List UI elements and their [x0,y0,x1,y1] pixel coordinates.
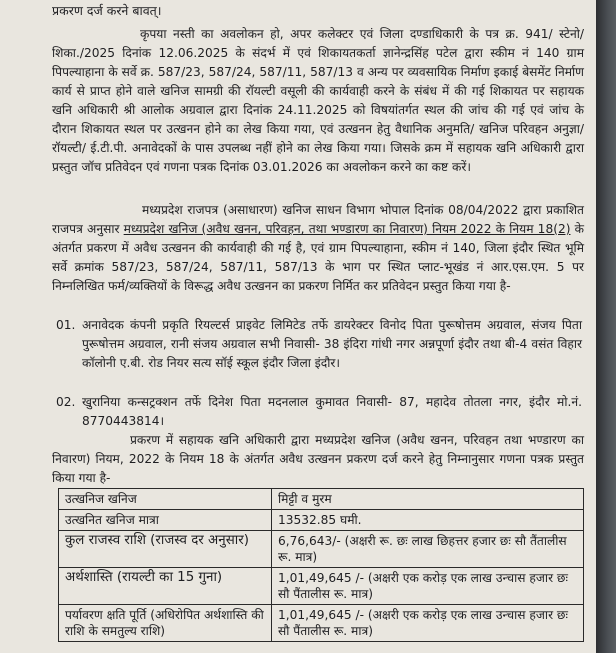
table-row [59,489,584,510]
respondent-number: 02. [56,395,76,409]
respondent-number: 01. [56,318,76,332]
table-cell-value: 6,76,643/- (अक्षरी रू. छः लाख छिहत्तर हजार छः सौ तैंतालीस रू. मात्र) [272,531,584,568]
table-cell-value: मिट्टी व मुरम [272,489,584,510]
table-cell-value: 1,01,49,645 /- (अक्षरी एक करोड़ एक लाख उन्चास हजार छः सौ पैंतालीस रू. मात्र) [272,605,584,642]
table-row [59,510,584,531]
respondent-details: खुरानिया कन्सट्रक्शन तर्फे दिनेश पिता मदनलाल कुमावत निवासी- 87, महादेव तोतला नगर, इंदौर मो.नं. 8770443814। [82,395,582,428]
table-cell-label: कुल राजस्व राशि (राजस्व दर अनुसार) [59,531,272,568]
table-cell-label: उत्खनित खनिज मात्रा [59,510,272,531]
table-row [59,531,584,568]
table-row [59,568,584,605]
calculation-table [58,488,584,642]
table-cell-label: उत्खनिज खनिज [59,489,272,510]
table-cell-label: अर्थशास्ति (रायल्टी का 15 गुना) [59,568,272,605]
gazette-text-before: मध्यप्रदेश राजपत्र (असाधारण) खनिज साधन विभाग भोपाल दिनांक 08/04/2022 द्वारा प्रकाशित राजपत्र अनुसार [52,203,584,236]
background-edge [596,0,616,653]
subject-line: प्रकरण दर्ज करने बावत्। [52,3,162,18]
table-cell-value: 13532.85 घमी. [272,510,584,531]
paragraph-complaint: कृपया नस्ती का अवलोकन हो, अपर कलेक्टर एवं जिला दण्डाधिकारी के पत्र क्र. 941/ स्टेनो/ शिका./2025 दिनांक 12.06.2025 के संदर्भ में एवं शिकायतकर्ता ज्ञानेन्द्रसिंह पटेल द्वारा स्कीम नं 140 ग्राम पिपल्याहाना के सर्वे क्र. 587/23, 587/24, 587/11, 587/13 व अन्य पर व्यवसायिक निर्माण इकाई बेसमेंट निर्माण कार्य से प्राप्त होने वाले खनिज सामग्री की रॉयल्टी वसूली की कार्यवाही करने के संबंध में की गई शिकायत पर सहायक खनि अधिकारी श्री आलोक अग्रवाल द्वारा दिनांक 24.11.2025 को विषयांतर्गत स्थल की जांच की गई एवं जांच के दौरान शिकायत स्थल पर उत्खनन होने का लेख किया गया, एवं उत्खनन हेतु वैधानिक अनुमति/ खनिज परिवहन अनुज्ञा/ रॉयल्टी/ ई.टी.पी. अनावेदकों के पास उपलब्ध नहीं होने का लेख किया गया। जिसके क्रम में सहायक खनि अधिकारी द्वारा प्रस्तुत जॉच प्रतिवेदन एवं गणना पत्रक दिनांक 03.01.2026 का अवलोकन करने का कष्ट करें। [52,27,584,174]
respondent-item-1 [52,316,582,373]
paragraph-gazette [52,201,584,296]
paragraph-calculation-intro: प्रकरण में सहायक खनि अधिकारी द्वारा मध्यप्रदेश खनिज (अवैध खनन, परिवहन तथा भण्डारण का निवारण) नियम, 2022 के नियम 18 के अंतर्गत अवैध उत्खनन प्रकरण दर्ज करने हेतु निम्नानुसार गणना पत्रक प्रस्तुत किया गया है- [52,433,584,485]
gazette-text-after: के अंतर्गत प्रकरण में अवैध उत्खनन की कार्यवाही की गई है, एवं ग्राम पिपल्याहाना, स्कीम नं 140, जिला इंदौर स्थित भूमि सर्वे क्रमांक 587/23, 587/24, 587/11, 587/13 के भाग पर स्थित प्लाट-भूखंड नं आर.एस.एम. 5 पर निम्नलिखित फर्म/व्यक्तियों के विरूद्ध अवैध उत्खनन का प्रकरण निर्मित कर प्रतिवेदन प्रस्तुत किया गया है- [52,222,585,293]
table-row [59,605,584,642]
table-cell-value: 1,01,49,645 /- (अक्षरी एक करोड़ एक लाख उन्चास हजार छः सौ पैंतालीस रू. मात्र) [272,568,584,605]
gazette-rule-reference: मध्यप्रदेश खनिज (अवैध खनन, परिवहन, तथा भण्डारण का निवारण) नियम 2022 के नियम 18(2) [123,222,571,236]
respondent-item-2 [52,393,582,431]
respondent-details: अनावेदक कंपनी प्रकृति रियल्टर्स प्राइवेट लिमिटेड तर्फे डायरेक्टर विनोद पिता पुरूषोत्तम अग्रवाल, संजय पिता पुरूषोत्तम अग्रवाल, रानी संजय अग्रवाल सभी निवासी- 38 इंदिरा गांधी नगर अन्नपूर्णा इंदौर तथा बी-4 वसंत विहार कॉलोनी ए.बी. रोड नियर सत्य सॉई स्कूल इंदौर जिला इंदौर। [82,318,582,370]
table-cell-label: पर्यावरण क्षति पूर्ति (अधिरोपित अर्थशास्ति की राशि के समतुल्य राशि) [59,605,272,642]
